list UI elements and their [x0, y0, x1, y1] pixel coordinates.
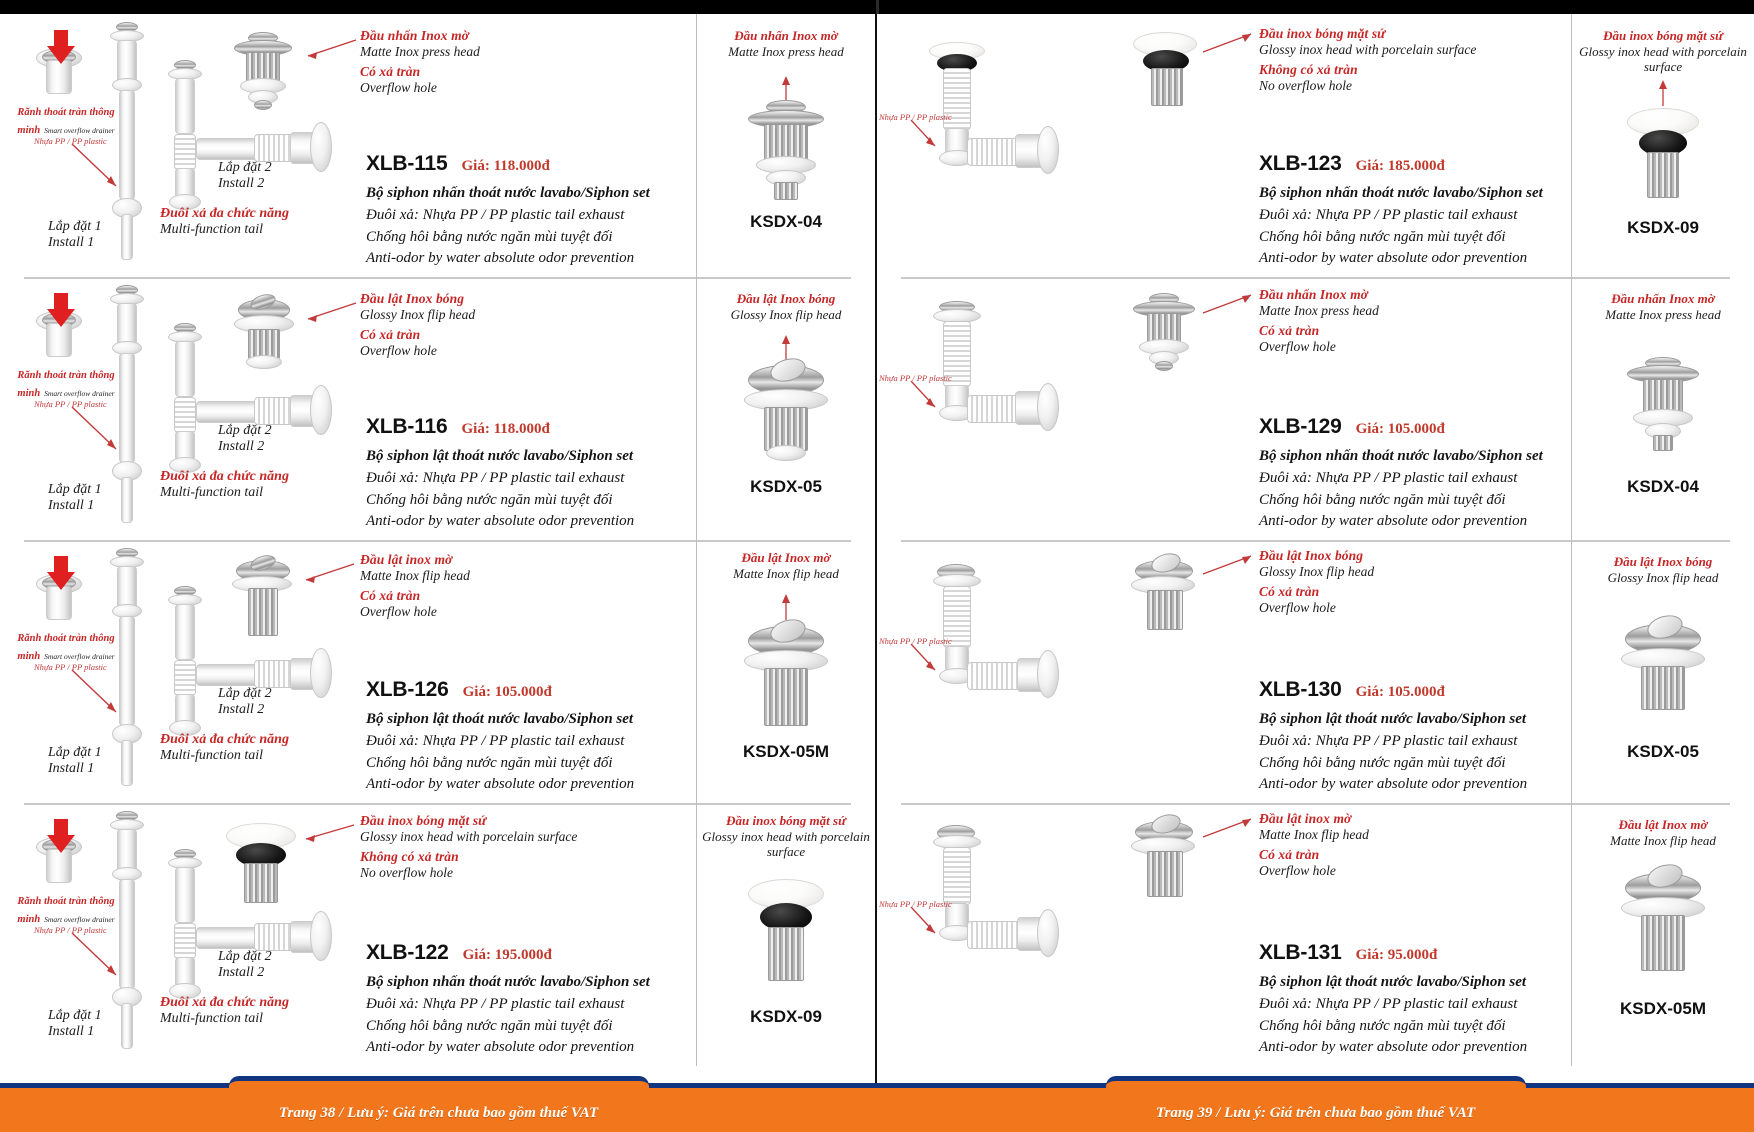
ksdx-column — [697, 803, 875, 1066]
drain-head-figure — [228, 295, 308, 385]
drain-head-figure — [1125, 554, 1205, 650]
product-code: XLB-131 — [1259, 941, 1342, 964]
info-column — [1147, 540, 1572, 803]
smart-overflow-caption: Rãnh thoát tràn thông minh Smart overflow drainer — [17, 896, 115, 925]
head-annotation-pointer-icon — [300, 560, 360, 590]
product-desc-line: Chống hôi bằng nước ngăn mùi tuyệt đối — [1259, 228, 1506, 245]
head-annotation: Đầu lật Inox bóng Glossy Inox flip head Có xả tràn Overflow hole — [1259, 548, 1375, 615]
product-desc-line: Bộ siphon nhấn thoát nước lavabo/Siphon set — [366, 185, 650, 201]
product-info — [366, 152, 650, 270]
install1-caption: Lắp đặt 1 Install 1 — [48, 482, 102, 514]
multifunction-tail-caption: Đuôi xả đa chức năng Multi-function tail — [160, 995, 289, 1027]
figure-column — [877, 277, 1147, 540]
ksdx-annotation: Đầu lật Inox bóng Glossy Inox flip head — [730, 291, 842, 322]
head-annotation-pointer-icon — [302, 36, 362, 66]
ksdx-annotation: Đầu nhấn Inox mờ Matte Inox press head — [728, 28, 844, 59]
info-column — [1147, 14, 1572, 277]
product-desc-line: Anti-odor by water absolute odor prevention — [366, 513, 635, 530]
two-page-spread — [0, 14, 1754, 1132]
product-desc-line: Đuôi xả: Nhựa PP / PP plastic tail exhaust — [1259, 732, 1518, 749]
product-price: Giá: 105.000đ — [1355, 421, 1445, 437]
ksdx-code: KSDX-05 — [750, 477, 822, 496]
ksdx-column — [1572, 14, 1754, 277]
drain-head-figure — [1127, 32, 1205, 118]
drain-body-figure — [28, 556, 98, 626]
pp-plastic-label: Nhựa PP / PP plastic — [879, 636, 952, 646]
ksdx-annotation: Đầu lật Inox mờ Matte Inox flip head — [1610, 817, 1716, 848]
page-footer-left — [0, 1066, 877, 1132]
product-desc-line: Chống hôi bằng nước ngăn mùi tuyệt đối — [366, 491, 613, 508]
product-desc-line: Chống hôi bằng nước ngăn mùi tuyệt đối — [1259, 754, 1506, 771]
product-price: Giá: 105.000đ — [462, 684, 552, 700]
product-desc-line: Đuôi xả: Nhựa PP / PP plastic tail exhaust — [1259, 206, 1518, 223]
product-desc-line: Đuôi xả: Nhựa PP / PP plastic tail exhaust — [366, 206, 625, 223]
head-annotation-pointer-icon — [300, 821, 360, 851]
ksdx-pointer-icon — [1657, 80, 1669, 106]
drain-head-figure — [226, 556, 306, 652]
head-annotation: Đầu nhấn Inox mờ Matte Inox press head Có xả tràn Overflow hole — [1259, 287, 1379, 354]
product-desc-line: Đuôi xả: Nhựa PP / PP plastic tail exhaust — [366, 469, 625, 486]
book-spine-seam — [876, 0, 879, 14]
ksdx-annotation: Đầu lật Inox bóng Glossy Inox flip head — [1607, 554, 1719, 585]
drain-head-figure — [218, 823, 304, 919]
drain-body-figure — [28, 819, 98, 889]
product-row — [877, 803, 1754, 1066]
ksdx-annotation: Đầu nhấn Inox mờ Matte Inox press head — [1605, 291, 1721, 322]
pp-plastic-pointer-icon — [909, 118, 945, 154]
page-right — [877, 14, 1754, 1132]
drain-body-figure — [28, 293, 98, 363]
ksdx-product-figure — [1619, 865, 1707, 981]
info-column — [348, 277, 697, 540]
red-down-arrow-icon — [28, 30, 98, 100]
product-desc-line: Anti-odor by water absolute odor prevention — [1259, 1039, 1528, 1056]
drain-head-figure — [228, 32, 308, 122]
ksdx-product-figure — [1619, 616, 1707, 728]
product-info — [1259, 678, 1527, 796]
product-price: Giá: 195.000đ — [462, 947, 552, 963]
pp-plastic-label: Nhựa PP / PP plastic — [34, 136, 107, 146]
pp-plastic-label: Nhựa PP / PP plastic — [879, 899, 952, 909]
pp-plastic-pointer-icon — [909, 379, 945, 415]
ksdx-column — [697, 277, 875, 540]
product-desc-line: Anti-odor by water absolute odor prevention — [1259, 513, 1528, 530]
drain-head-figure — [1125, 815, 1205, 913]
footer-text: Trang 39 / Lưu ý: Giá trên chưa bao gồm thuế VAT — [1155, 1105, 1476, 1121]
head-annotation: Đầu lật Inox bóng Glossy Inox flip head Có xả tràn Overflow hole — [360, 291, 476, 358]
install1-caption: Lắp đặt 1 Install 1 — [48, 745, 102, 777]
head-annotation-pointer-icon — [1201, 30, 1255, 56]
ksdx-code: KSDX-05M — [743, 742, 829, 761]
ksdx-product-figure — [742, 359, 830, 469]
product-desc-line: Anti-odor by water absolute odor prevention — [1259, 250, 1528, 267]
ksdx-pointer-icon — [780, 594, 792, 620]
install2-caption: Lắp đặt 2 Install 2 — [218, 160, 272, 192]
ksdx-product-figure — [1621, 357, 1705, 465]
product-code: XLB-116 — [366, 415, 448, 438]
product-price: Giá: 95.000đ — [1355, 947, 1438, 963]
pp-plastic-pointer-icon — [909, 642, 945, 678]
top-black-bar — [0, 0, 1754, 14]
pp-plastic-pointer-icon — [70, 668, 130, 720]
head-annotation-pointer-icon — [1201, 291, 1255, 317]
product-desc-line: Đuôi xả: Nhựa PP / PP plastic tail exhaust — [1259, 995, 1518, 1012]
ksdx-product-figure — [744, 100, 828, 204]
product-code: XLB-130 — [1259, 678, 1342, 701]
pp-plastic-label: Nhựa PP / PP plastic — [34, 662, 107, 672]
product-desc-line: Anti-odor by water absolute odor prevention — [366, 250, 635, 267]
ksdx-code: KSDX-05 — [1627, 742, 1699, 761]
product-row — [0, 803, 875, 1066]
figure-column — [877, 14, 1147, 277]
ksdx-column — [697, 14, 875, 277]
install1-caption: Lắp đặt 1 Install 1 — [48, 1008, 102, 1040]
product-price: Giá: 118.000đ — [461, 421, 550, 437]
product-desc-line: Đuôi xả: Nhựa PP / PP plastic tail exhaust — [366, 995, 625, 1012]
install2-caption: Lắp đặt 2 Install 2 — [218, 423, 272, 455]
smart-overflow-caption: Rãnh thoát tràn thông minh Smart overflow drainer — [17, 633, 115, 662]
product-code: XLB-122 — [366, 941, 449, 964]
red-down-arrow-icon — [28, 556, 98, 626]
product-row — [877, 540, 1754, 803]
multifunction-tail-caption: Đuôi xả đa chức năng Multi-function tail — [160, 469, 289, 501]
product-desc-line: Chống hôi bằng nước ngăn mùi tuyệt đối — [1259, 491, 1506, 508]
install2-caption: Lắp đặt 2 Install 2 — [218, 949, 272, 981]
info-column — [1147, 277, 1572, 540]
red-down-arrow-icon — [28, 819, 98, 889]
smart-overflow-caption: Rãnh thoát tràn thông minh Smart overflow drainer — [17, 370, 115, 399]
head-annotation: Đầu inox bóng mặt sứ Glossy inox head with porcelain surface Không có xả tràn No overflow hole — [360, 813, 578, 880]
product-info — [366, 415, 634, 533]
ksdx-product-figure — [1621, 108, 1705, 214]
head-annotation: Đầu inox bóng mặt sứ Glossy inox head with porcelain surface Không có xả tràn No overflow hole — [1259, 26, 1477, 93]
product-desc-line: Chống hôi bằng nước ngăn mùi tuyệt đối — [366, 754, 613, 771]
product-desc-line: Đuôi xả: Nhựa PP / PP plastic tail exhaust — [366, 732, 625, 749]
product-desc-line: Anti-odor by water absolute odor prevention — [366, 776, 635, 793]
smart-overflow-caption: Rãnh thoát tràn thông minh Smart overflow drainer — [17, 107, 115, 136]
install2-caption: Lắp đặt 2 Install 2 — [218, 686, 272, 718]
pp-plastic-pointer-icon — [70, 405, 130, 457]
product-price: Giá: 105.000đ — [1355, 684, 1445, 700]
ksdx-annotation: Đầu lật Inox mờ Matte Inox flip head — [733, 550, 839, 581]
ksdx-code: KSDX-09 — [750, 1007, 822, 1026]
product-code: XLB-123 — [1259, 152, 1342, 175]
head-annotation-pointer-icon — [1201, 552, 1255, 578]
product-desc-line: Bộ siphon lật thoát nước lavabo/Siphon set — [366, 448, 634, 464]
product-info — [366, 678, 634, 796]
ksdx-code: KSDX-09 — [1627, 218, 1699, 237]
head-annotation-pointer-icon — [1201, 815, 1255, 841]
ksdx-column — [1572, 277, 1754, 540]
info-column — [348, 803, 697, 1066]
product-rows-left — [0, 14, 875, 1066]
product-info — [1259, 152, 1543, 270]
product-desc-line: Anti-odor by water absolute odor prevention — [1259, 776, 1528, 793]
info-column — [348, 540, 697, 803]
product-row — [0, 540, 875, 803]
red-down-arrow-icon — [28, 293, 98, 363]
ksdx-annotation: Đầu inox bóng mặt sứ Glossy inox head with porcelain surface — [702, 813, 870, 860]
product-desc-line: Bộ siphon nhấn thoát nước lavabo/Siphon set — [1259, 448, 1543, 464]
multifunction-tail-caption: Đuôi xả đa chức năng Multi-function tail — [160, 732, 289, 764]
footer-center-tab — [229, 1076, 649, 1102]
product-code: XLB-126 — [366, 678, 449, 701]
ksdx-pointer-icon — [780, 335, 792, 361]
product-desc-line: Bộ siphon nhấn thoát nước lavabo/Siphon set — [366, 974, 650, 990]
multifunction-tail-caption: Đuôi xả đa chức năng Multi-function tail — [160, 206, 289, 238]
head-annotation: Đầu lật inox mờ Matte Inox flip head Có xả tràn Overflow hole — [360, 552, 470, 619]
head-annotation-pointer-icon — [302, 299, 362, 329]
product-info — [1259, 415, 1543, 533]
pp-plastic-pointer-icon — [909, 905, 945, 941]
product-price: Giá: 118.000đ — [461, 158, 550, 174]
ksdx-code: KSDX-04 — [1627, 477, 1699, 496]
ksdx-column — [1572, 540, 1754, 803]
figure-column — [877, 803, 1147, 1066]
page-left — [0, 14, 877, 1132]
info-column — [1147, 803, 1572, 1066]
pp-plastic-label: Nhựa PP / PP plastic — [34, 925, 107, 935]
product-desc-line: Bộ siphon nhấn thoát nước lavabo/Siphon set — [1259, 185, 1543, 201]
product-price: Giá: 185.000đ — [1355, 158, 1445, 174]
pp-plastic-pointer-icon — [70, 142, 130, 194]
product-desc-line: Chống hôi bằng nước ngăn mùi tuyệt đối — [366, 228, 613, 245]
product-row — [877, 14, 1754, 277]
pp-plastic-label: Nhựa PP / PP plastic — [879, 373, 952, 383]
pp-plastic-label: Nhựa PP / PP plastic — [34, 399, 107, 409]
product-row — [0, 277, 875, 540]
product-desc-line: Chống hôi bằng nước ngăn mùi tuyệt đối — [366, 1017, 613, 1034]
figure-column — [877, 540, 1147, 803]
product-code: XLB-129 — [1259, 415, 1342, 438]
product-info — [366, 941, 650, 1059]
install1-caption: Lắp đặt 1 Install 1 — [48, 219, 102, 251]
ksdx-product-figure — [742, 620, 830, 736]
ksdx-column — [1572, 803, 1754, 1066]
drain-body-figure — [28, 30, 98, 100]
footer-text: Trang 38 / Lưu ý: Giá trên chưa bao gồm thuế VAT — [278, 1105, 599, 1121]
product-desc-line: Bộ siphon lật thoát nước lavabo/Siphon set — [1259, 974, 1527, 990]
page-footer-right — [877, 1066, 1754, 1132]
ksdx-column — [697, 540, 875, 803]
info-column — [348, 14, 697, 277]
product-row — [877, 277, 1754, 540]
product-desc-line: Bộ siphon lật thoát nước lavabo/Siphon set — [366, 711, 634, 727]
head-annotation: Đầu nhấn Inox mờ Matte Inox press head Có xả tràn Overflow hole — [360, 28, 480, 95]
product-desc-line: Bộ siphon lật thoát nước lavabo/Siphon set — [1259, 711, 1527, 727]
drain-head-figure — [1125, 293, 1205, 385]
product-info — [1259, 941, 1527, 1059]
product-desc-line: Đuôi xả: Nhựa PP / PP plastic tail exhaust — [1259, 469, 1518, 486]
pp-plastic-pointer-icon — [70, 931, 130, 983]
ksdx-pointer-icon — [780, 76, 792, 102]
ksdx-product-figure — [742, 879, 830, 995]
product-desc-line: Chống hôi bằng nước ngăn mùi tuyệt đối — [1259, 1017, 1506, 1034]
pp-plastic-label: Nhựa PP / PP plastic — [879, 112, 952, 122]
product-rows-right — [877, 14, 1754, 1066]
footer-center-tab — [1106, 1076, 1526, 1102]
ksdx-code: KSDX-04 — [750, 212, 822, 231]
head-annotation: Đầu lật inox mờ Matte Inox flip head Có xả tràn Overflow hole — [1259, 811, 1369, 878]
product-desc-line: Anti-odor by water absolute odor prevention — [366, 1039, 635, 1056]
product-row — [0, 14, 875, 277]
product-code: XLB-115 — [366, 152, 448, 175]
ksdx-code: KSDX-05M — [1620, 999, 1706, 1018]
ksdx-annotation: Đầu inox bóng mặt sứ Glossy inox head with porcelain surface — [1579, 28, 1747, 75]
